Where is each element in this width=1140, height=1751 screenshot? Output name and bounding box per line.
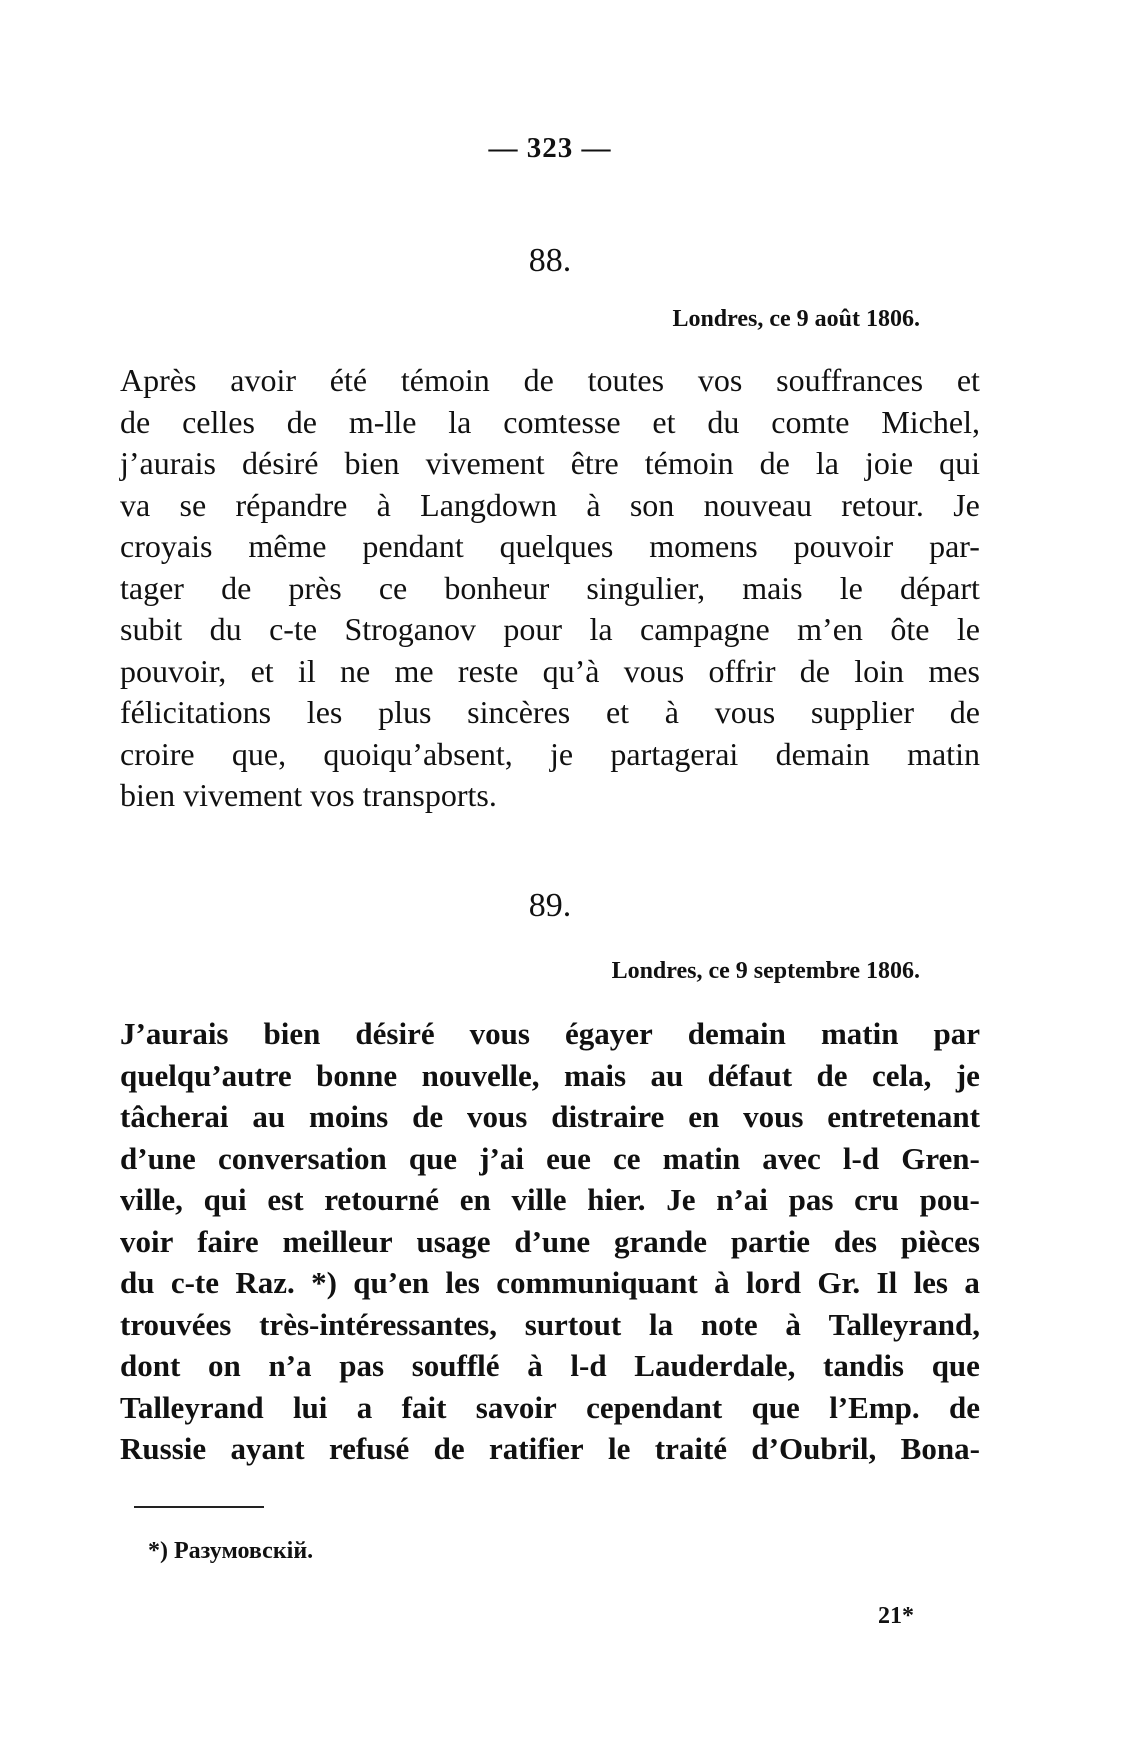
word: mais — [564, 1057, 627, 1093]
word: toutes — [587, 362, 665, 398]
word: de — [799, 652, 830, 689]
word: cru — [854, 1182, 899, 1217]
word: que — [408, 1140, 458, 1176]
text-line — [120, 1096, 980, 1138]
word: m’en — [797, 611, 863, 647]
word: comte — [771, 403, 850, 440]
word: l’Emp. — [829, 1389, 920, 1425]
signature-mark: 21* — [878, 1603, 914, 1629]
word: grande — [614, 1223, 707, 1259]
word: que, — [231, 735, 287, 772]
word: souffrances — [776, 362, 924, 398]
text-line — [120, 1304, 980, 1346]
word: à — [376, 486, 391, 523]
text-line — [120, 609, 980, 651]
page-number: — 323 — — [488, 132, 612, 164]
word: les — [306, 694, 343, 730]
word: du — [120, 1265, 155, 1300]
word: a — [964, 1265, 980, 1300]
word: campagne — [640, 611, 770, 647]
word: ne — [340, 652, 371, 689]
word: nouvelle, — [421, 1057, 540, 1093]
word: les — [445, 1265, 480, 1300]
word: le — [608, 1431, 631, 1466]
word: je — [955, 1057, 980, 1093]
dateline-89: Londres, ce 9 septembre 1806. — [611, 958, 920, 984]
word: dont — [120, 1348, 181, 1383]
word: pas — [788, 1182, 834, 1217]
word: avec — [762, 1140, 821, 1176]
word: son — [629, 486, 675, 523]
text-line — [120, 485, 980, 527]
word: de — [816, 1057, 848, 1093]
word: vous — [714, 694, 776, 730]
word: meilleur — [282, 1223, 393, 1259]
word: refusé — [328, 1431, 410, 1466]
word: quelques — [499, 528, 614, 564]
letter-88-body — [120, 360, 980, 817]
word: vous — [623, 652, 685, 689]
word: à — [527, 1348, 543, 1383]
word: celles — [182, 403, 255, 440]
word: de — [286, 403, 317, 440]
word: J’aurais — [120, 1016, 229, 1051]
word: a — [356, 1389, 373, 1425]
word: j’aurais — [120, 445, 216, 481]
word: plus — [378, 694, 432, 730]
word: répandre — [235, 486, 348, 523]
word: du — [209, 611, 242, 647]
word: pas — [339, 1348, 385, 1383]
word: usage — [416, 1223, 491, 1259]
word: partie — [730, 1223, 811, 1259]
word: même — [248, 528, 327, 564]
word: c-te — [269, 611, 318, 647]
word: départ — [899, 569, 980, 606]
word: quoiqu’absent, — [323, 735, 513, 772]
text-line — [120, 526, 980, 568]
letter-number-89: 89. — [528, 887, 572, 924]
word: de — [949, 694, 980, 730]
word: comtesse — [503, 403, 621, 440]
word: Lauderdale, — [634, 1348, 796, 1383]
word: savoir — [475, 1389, 557, 1425]
word: la — [648, 1306, 674, 1342]
word: et — [956, 362, 980, 398]
word: vos — [697, 362, 743, 398]
word: la — [815, 445, 839, 481]
word: mais — [742, 569, 803, 606]
word: trouvées — [120, 1306, 232, 1342]
word: matin — [820, 1016, 899, 1051]
word: qui — [939, 445, 980, 481]
word: désiré — [242, 445, 319, 481]
word: cela, — [871, 1057, 932, 1093]
word: bien — [344, 445, 400, 481]
word: l-d — [842, 1140, 880, 1176]
word: à — [586, 486, 601, 523]
word: loin — [854, 652, 905, 689]
word: Talleyrand — [120, 1389, 264, 1425]
word: la — [589, 611, 613, 647]
word: le — [839, 569, 863, 606]
word: ce — [378, 569, 408, 606]
word: que — [751, 1389, 800, 1425]
text-line — [120, 1055, 980, 1097]
text-line — [120, 1221, 980, 1263]
word: on — [208, 1348, 241, 1383]
word: vivement — [425, 445, 545, 481]
word: supplier — [810, 694, 914, 730]
text-line — [120, 1345, 980, 1387]
word: pou- — [919, 1182, 980, 1217]
word: traité — [654, 1431, 728, 1466]
word: tandis — [823, 1348, 904, 1383]
word: d’une — [514, 1223, 591, 1259]
word: faire — [197, 1223, 259, 1259]
text-line: bien vivement vos transports. — [120, 777, 497, 813]
word: pouvoir, — [120, 652, 227, 689]
word: égayer — [564, 1016, 653, 1051]
text-line — [120, 568, 980, 610]
text-line — [120, 651, 980, 693]
text-line — [120, 1262, 980, 1304]
word: subit — [120, 611, 183, 647]
word: *) — [311, 1265, 337, 1300]
word: défaut — [707, 1057, 793, 1093]
word: joie — [865, 445, 914, 481]
word: m-lle — [348, 403, 417, 440]
word: pouvoir — [793, 528, 894, 564]
text-line — [120, 402, 980, 444]
word: de — [759, 445, 790, 481]
word: partagerai — [610, 735, 739, 772]
word: croire — [120, 735, 195, 772]
word: ratifier — [489, 1431, 584, 1466]
word: j’ai — [479, 1140, 524, 1176]
word: Gr. — [817, 1265, 861, 1300]
word: hier. — [587, 1182, 646, 1217]
word: conversation — [217, 1140, 387, 1176]
word: vous — [469, 1016, 530, 1051]
word: reste — [457, 652, 519, 689]
word: bien — [263, 1016, 321, 1051]
word: voir — [120, 1223, 174, 1259]
word: quelqu’autre — [120, 1057, 292, 1093]
word: pour — [503, 611, 563, 647]
word: d’Oubril, — [751, 1431, 877, 1466]
text-line — [120, 692, 980, 734]
word: Gren- — [901, 1140, 980, 1176]
word: en — [459, 1182, 491, 1217]
footnote: *) Разумовскій. — [148, 1538, 314, 1564]
text-line — [120, 443, 980, 485]
word: félicitations — [120, 694, 272, 730]
word: très-intéressantes, — [259, 1306, 497, 1342]
word: témoin — [644, 445, 734, 481]
word: les — [913, 1265, 948, 1300]
text-line — [120, 1138, 980, 1180]
word: demain — [775, 735, 870, 772]
word: moins — [309, 1099, 389, 1134]
word: Bona- — [900, 1431, 980, 1466]
word: des — [833, 1223, 877, 1259]
word: été — [329, 362, 368, 398]
word: retour. — [841, 486, 924, 523]
word: note — [700, 1306, 758, 1342]
word: désiré — [355, 1016, 435, 1051]
word: de — [523, 362, 554, 398]
word: Michel, — [881, 403, 980, 440]
word: cependant — [586, 1389, 723, 1425]
word: de — [949, 1389, 980, 1425]
dateline-88: Londres, ce 9 août 1806. — [672, 306, 920, 332]
word: témoin — [400, 362, 490, 398]
word: eue — [546, 1140, 591, 1176]
word: je — [550, 735, 574, 772]
word: de — [412, 1099, 444, 1134]
word: se — [179, 486, 207, 523]
word: sincères — [467, 694, 571, 730]
footnote-divider — [134, 1506, 264, 1508]
word: et — [250, 652, 274, 689]
word: à — [664, 694, 679, 730]
word: nouveau — [703, 486, 812, 523]
word: Raz. — [235, 1265, 295, 1300]
word: bonheur — [444, 569, 550, 606]
word: être — [570, 445, 619, 481]
word: offrir — [708, 652, 776, 689]
word: du — [707, 403, 740, 440]
word: et — [652, 403, 676, 440]
word: mes — [928, 652, 980, 689]
word: tager — [120, 569, 184, 606]
word: de — [221, 569, 252, 606]
word: pièces — [900, 1223, 980, 1259]
word: vous — [467, 1099, 528, 1134]
word: ayant — [230, 1431, 305, 1466]
word: surtout — [524, 1306, 622, 1342]
word: qu’à — [542, 652, 600, 689]
word: qu’en — [353, 1265, 430, 1300]
word: lord — [745, 1265, 802, 1300]
word: Russie — [120, 1431, 207, 1466]
word: tâcherai — [120, 1099, 229, 1134]
word: en — [688, 1099, 720, 1134]
word: ce — [612, 1140, 641, 1176]
text-line — [120, 1013, 980, 1055]
word: Stroganov — [344, 611, 476, 647]
word: n’ai — [716, 1182, 768, 1217]
word: qui — [203, 1182, 247, 1217]
word: au — [252, 1099, 286, 1134]
word: croyais — [120, 528, 213, 564]
word: près — [288, 569, 342, 606]
word: lui — [292, 1389, 328, 1425]
word: Je — [953, 486, 980, 523]
word: au — [650, 1057, 684, 1093]
text-line — [120, 1179, 980, 1221]
letter-number-88: 88. — [528, 242, 572, 279]
word: Langdown — [420, 486, 558, 523]
word: c-te — [170, 1265, 219, 1300]
word: et — [605, 694, 630, 730]
text-line — [120, 734, 980, 776]
word: à — [714, 1265, 730, 1300]
word: communiquant — [496, 1265, 698, 1300]
word: demain — [687, 1016, 786, 1051]
word: Après — [120, 362, 197, 398]
text-line — [120, 360, 980, 402]
word: ville, — [120, 1182, 183, 1217]
word: par — [933, 1016, 980, 1051]
word: matin — [907, 735, 980, 772]
word: singulier, — [586, 569, 706, 606]
letter-89-body — [120, 1013, 980, 1470]
word: le — [956, 611, 980, 647]
word: soufflé — [411, 1348, 500, 1383]
word: retourné — [324, 1182, 440, 1217]
word: Il — [876, 1265, 898, 1300]
word: il — [297, 652, 316, 689]
word: pendant — [362, 528, 464, 564]
word: vous — [743, 1099, 804, 1134]
word: est — [267, 1182, 304, 1217]
word: de — [433, 1431, 465, 1466]
word: distraire — [551, 1099, 665, 1134]
word: ôte — [890, 611, 930, 647]
word: n’a — [268, 1348, 312, 1383]
word: la — [448, 403, 472, 440]
text-line — [120, 1387, 980, 1429]
word: l-d — [570, 1348, 607, 1383]
word: Je — [666, 1182, 696, 1217]
word: entretenant — [827, 1099, 980, 1134]
word: fait — [401, 1389, 447, 1425]
text-line — [120, 1428, 980, 1470]
word: matin — [662, 1140, 741, 1176]
word: par- — [929, 528, 980, 564]
word: ville — [511, 1182, 567, 1217]
word: bonne — [316, 1057, 398, 1093]
word: avoir — [230, 362, 296, 398]
word: momens — [649, 528, 758, 564]
word: va — [120, 486, 151, 523]
word: que — [931, 1348, 980, 1383]
word: Talleyrand, — [828, 1306, 980, 1342]
word: me — [394, 652, 434, 689]
word: à — [785, 1306, 801, 1342]
word: d’une — [120, 1140, 196, 1176]
word: de — [120, 403, 151, 440]
